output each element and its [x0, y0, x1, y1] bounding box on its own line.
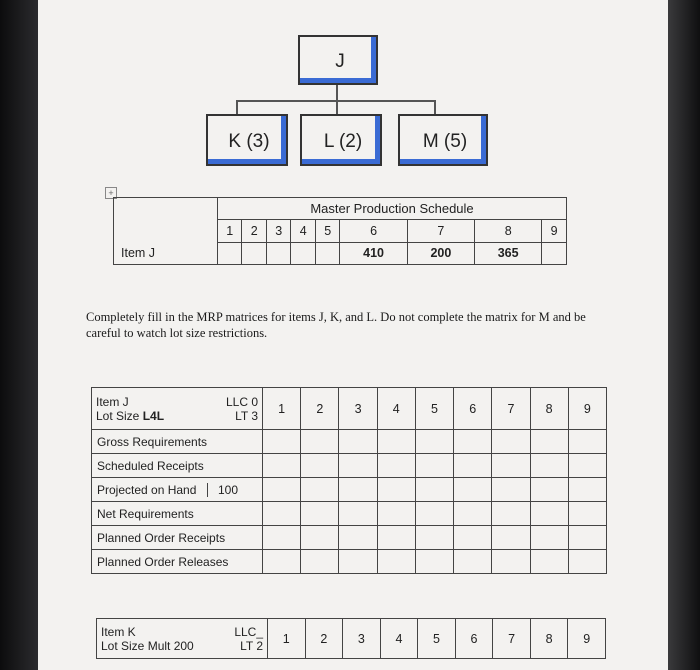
instructions-text: Completely fill in the MRP matrices for items J, K, and L. Do not complete the matrix for M and be careful to watch lot size restrictions.	[86, 310, 586, 340]
mrp-cell[interactable]	[454, 478, 492, 502]
mrp-cell[interactable]	[339, 430, 377, 454]
mrp-cell[interactable]	[530, 502, 568, 526]
mps-value[interactable]	[242, 242, 266, 264]
mrp-cell[interactable]	[568, 550, 606, 574]
mrp-cell[interactable]	[568, 478, 606, 502]
mrp-matrix-item-k	[96, 618, 606, 659]
mrp-cell[interactable]	[492, 454, 530, 478]
mrp-cell[interactable]	[492, 550, 530, 574]
mrp-cell[interactable]	[568, 502, 606, 526]
mrp-lead-time: LT 2	[240, 638, 263, 653]
mrp-cell[interactable]	[415, 430, 453, 454]
mrp-on-hand-value: 100	[207, 483, 238, 497]
mps-period: 5	[315, 220, 339, 242]
mrp-cell[interactable]	[301, 502, 339, 526]
mrp-cell[interactable]	[530, 526, 568, 550]
mrp-header-info	[92, 388, 263, 430]
mrp-cell[interactable]	[377, 454, 415, 478]
tree-line	[434, 100, 436, 114]
mrp-period: 5	[418, 619, 456, 659]
mrp-cell[interactable]	[454, 526, 492, 550]
mrp-cell[interactable]	[301, 550, 339, 574]
mrp-cell[interactable]	[415, 502, 453, 526]
mrp-cell[interactable]	[301, 478, 339, 502]
mrp-cell[interactable]	[492, 502, 530, 526]
mps-period: 1	[218, 220, 242, 242]
tree-node-label: J	[335, 51, 345, 72]
tree-line	[236, 100, 238, 114]
mrp-cell[interactable]	[263, 502, 301, 526]
tree-node-label: M (5)	[422, 131, 468, 152]
mrp-cell[interactable]	[568, 526, 606, 550]
mrp-period: 1	[268, 619, 306, 659]
mrp-cell[interactable]	[568, 454, 606, 478]
mrp-period: 5	[415, 388, 453, 430]
tree-node-label: L (2)	[323, 131, 363, 152]
mps-value[interactable]	[542, 242, 567, 264]
mrp-cell[interactable]	[377, 526, 415, 550]
mrp-cell[interactable]	[301, 526, 339, 550]
mrp-cell[interactable]	[339, 454, 377, 478]
mrp-period: 6	[455, 619, 493, 659]
mrp-cell[interactable]	[454, 502, 492, 526]
tree-line	[336, 100, 338, 114]
mrp-cell[interactable]	[339, 526, 377, 550]
mps-item-label: Item J	[114, 198, 218, 265]
mrp-cell[interactable]	[454, 454, 492, 478]
mrp-period: 2	[305, 619, 343, 659]
mps-value[interactable]	[218, 242, 242, 264]
mps-period: 7	[407, 220, 474, 242]
mrp-cell[interactable]	[263, 430, 301, 454]
background-left	[0, 0, 38, 670]
mrp-cell[interactable]	[377, 478, 415, 502]
mrp-cell[interactable]	[530, 550, 568, 574]
mrp-llc-label: LLC 0	[225, 394, 258, 409]
mrp-period: 8	[530, 388, 568, 430]
mrp-cell[interactable]	[415, 478, 453, 502]
mrp-cell[interactable]	[492, 526, 530, 550]
mps-value[interactable]: 200	[407, 242, 474, 264]
tree-node-k	[206, 114, 288, 166]
mrp-period: 9	[568, 388, 606, 430]
mrp-lot-size: Lot Size Mult 200	[101, 638, 194, 653]
mps-period: 2	[242, 220, 266, 242]
mrp-item-label: Item K	[101, 624, 136, 639]
mrp-cell[interactable]	[415, 454, 453, 478]
mrp-cell[interactable]	[339, 502, 377, 526]
mrp-cell[interactable]	[530, 430, 568, 454]
mps-value[interactable]	[291, 242, 315, 264]
mps-period: 9	[542, 220, 567, 242]
mrp-row-label: Net Requirements	[92, 502, 263, 526]
mps-value[interactable]: 365	[475, 242, 542, 264]
tree-node-m	[398, 114, 488, 166]
mps-period: 4	[291, 220, 315, 242]
mrp-lot-size: Lot Size L4L	[96, 408, 165, 423]
background-right	[668, 0, 700, 670]
mrp-period: 7	[492, 388, 530, 430]
mrp-cell[interactable]	[301, 454, 339, 478]
mrp-cell[interactable]	[492, 430, 530, 454]
mps-title: Master Production Schedule	[218, 198, 567, 220]
mrp-cell[interactable]	[339, 478, 377, 502]
mrp-cell[interactable]	[263, 454, 301, 478]
mrp-cell[interactable]	[454, 430, 492, 454]
mrp-cell[interactable]	[301, 430, 339, 454]
mps-period: 3	[266, 220, 290, 242]
mrp-item-label: Item J	[96, 394, 129, 409]
mrp-cell[interactable]	[568, 430, 606, 454]
mrp-cell[interactable]	[377, 550, 415, 574]
mrp-llc-label: LLC_	[234, 624, 263, 639]
mrp-cell[interactable]	[377, 502, 415, 526]
mrp-period: 6	[454, 388, 492, 430]
mrp-cell[interactable]	[263, 526, 301, 550]
mrp-cell[interactable]	[454, 550, 492, 574]
mrp-header-info	[97, 619, 268, 659]
master-production-schedule-table	[113, 197, 567, 265]
mps-value[interactable]	[315, 242, 339, 264]
mrp-cell[interactable]	[530, 478, 568, 502]
mrp-period: 4	[380, 619, 418, 659]
mrp-period: 7	[493, 619, 531, 659]
mrp-row-label: Planned Order Releases	[92, 550, 263, 574]
table-expand-icon[interactable]: +	[105, 187, 117, 199]
mrp-cell[interactable]	[339, 550, 377, 574]
mrp-period: 9	[568, 619, 606, 659]
tree-node-j	[298, 35, 378, 85]
mps-value[interactable]: 410	[340, 242, 407, 264]
mrp-cell[interactable]	[415, 550, 453, 574]
mrp-matrix-item-j	[91, 387, 607, 574]
mrp-lead-time: LT 3	[235, 408, 258, 423]
mrp-cell[interactable]	[492, 478, 530, 502]
tree-node-l	[300, 114, 382, 166]
mrp-cell[interactable]	[415, 526, 453, 550]
mrp-period: 1	[263, 388, 301, 430]
mrp-period: 4	[377, 388, 415, 430]
mps-value[interactable]	[266, 242, 290, 264]
mrp-cell[interactable]	[377, 430, 415, 454]
mrp-row-label: Planned Order Receipts	[92, 526, 263, 550]
mrp-cell[interactable]	[530, 454, 568, 478]
mrp-cell[interactable]	[263, 550, 301, 574]
mrp-row-label: Scheduled Receipts	[92, 454, 263, 478]
mps-period: 8	[475, 220, 542, 242]
mrp-row-label-on-hand: Projected on Hand 100	[92, 478, 263, 502]
mrp-period: 2	[301, 388, 339, 430]
mrp-period: 3	[339, 388, 377, 430]
mrp-period: 3	[343, 619, 381, 659]
mrp-period: 8	[530, 619, 568, 659]
mrp-cell[interactable]	[263, 478, 301, 502]
mrp-row-label: Gross Requirements	[92, 430, 263, 454]
mps-period: 6	[340, 220, 407, 242]
tree-node-label: K (3)	[228, 131, 270, 152]
